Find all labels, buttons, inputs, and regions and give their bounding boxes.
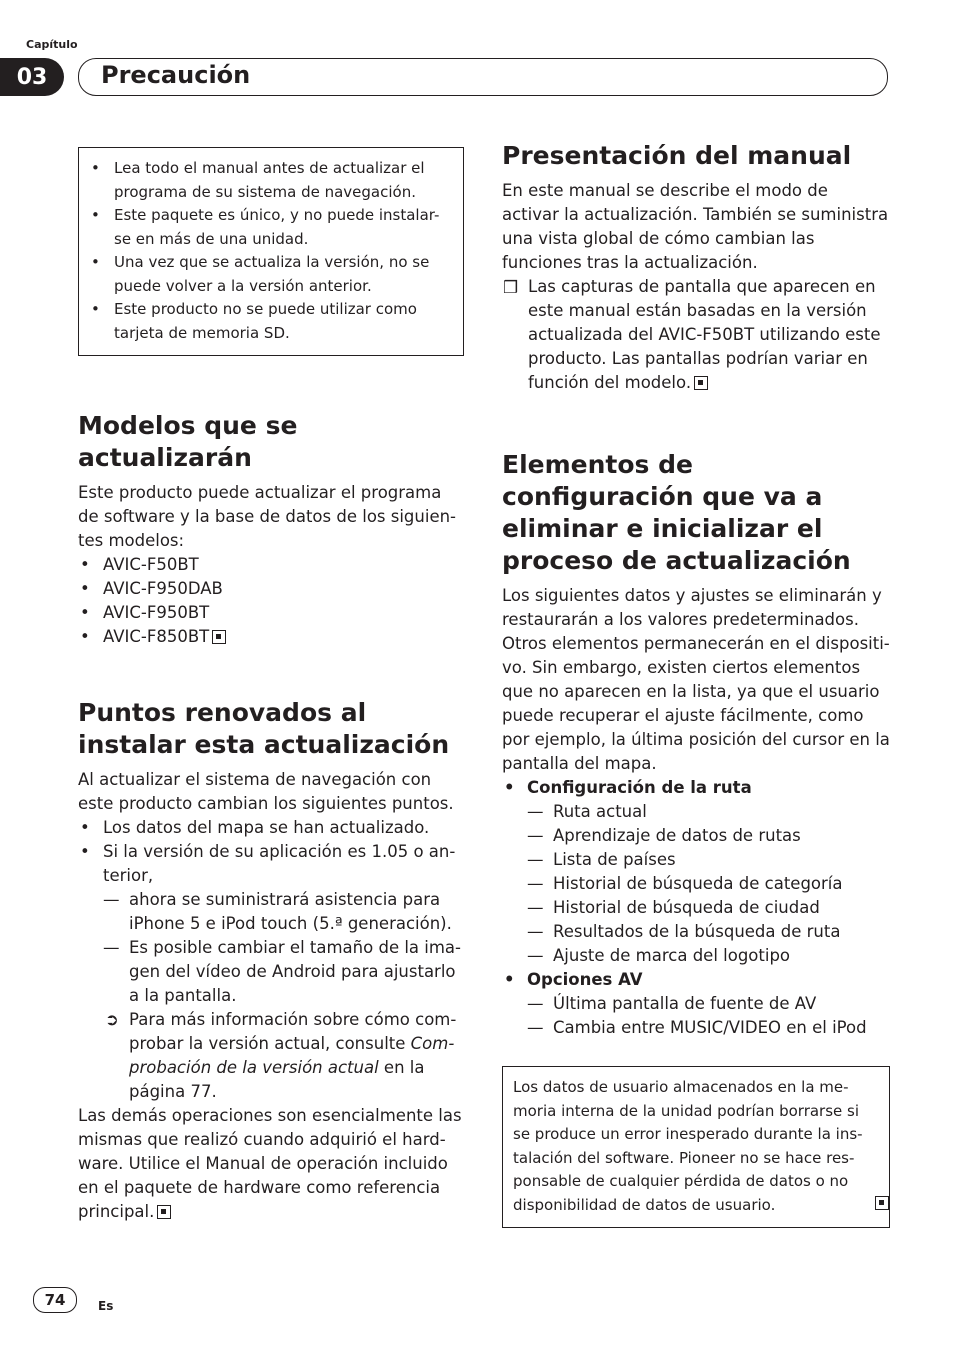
- manual-note: [502, 275, 890, 395]
- config-item: — Historial de búsqueda de ciudad: [502, 896, 890, 920]
- manual-note-text: Las capturas de pantalla que aparecen en este manual están basadas en la versión actualizada del AVIC-F50BT utilizando este producto. Las pantallas podrían variar en función del modelo.: [528, 277, 881, 392]
- reference-suffix: en la página 77.: [129, 1058, 425, 1101]
- chapter-label: Capítulo: [26, 38, 78, 51]
- right-column: [502, 140, 890, 1228]
- config-item: — Ajuste de marca del logotipo: [502, 944, 890, 968]
- manual-heading: Presentación del manual: [502, 141, 852, 170]
- models-heading: Modelos que se actualizarán: [78, 411, 298, 472]
- end-of-section-icon: [875, 1196, 889, 1210]
- warning-box: [78, 147, 464, 356]
- updated-points-intro: Al actualizar el sistema de navegación con este producto cambian los siguientes puntos.: [78, 770, 454, 813]
- model-item: • AVIC-F950DAB: [78, 577, 464, 601]
- warning-item: • Este producto no se puede utilizar como tarjeta de memoria SD.: [91, 298, 449, 345]
- config-item: — Ruta actual: [502, 800, 890, 824]
- reference-prefix: Para más información sobre cómo com-probar la versión actual, consulte: [129, 1010, 457, 1053]
- updated-points-list: [78, 816, 464, 888]
- manual-intro: En este manual se describe el modo de activar la actualización. También se suministra una vista global de cómo cambian las funciones tras la actualización.: [502, 181, 889, 272]
- chapter-number-tab: 03: [0, 58, 64, 96]
- config-group-list: [502, 776, 890, 800]
- end-of-section-icon: [212, 630, 226, 644]
- config-group-title: • Opciones AV: [502, 968, 890, 992]
- end-of-section-icon: [157, 1205, 171, 1219]
- closing-text: Las demás operaciones son esencialmente las mismas que realizó cuando adquirió el hard-ware. Utilice el Manual de operación incluido en el paquete de hardware como referencia principal.: [78, 1106, 462, 1221]
- config-heading: Elementos de configuración que va a eliminar e inicializar el proceso de actualización: [502, 450, 851, 575]
- warning-item: • Lea todo el manual antes de actualizar el programa de su sistema de navegación.: [91, 157, 449, 204]
- arrow-right-icon: ➲: [105, 1010, 119, 1029]
- config-item: — Lista de países: [502, 848, 890, 872]
- config-item: — Aprendizaje de datos de rutas: [502, 824, 890, 848]
- reference-note: [78, 1008, 464, 1104]
- language-code: Es: [98, 1299, 114, 1313]
- config-item: — Cambia entre MUSIC/VIDEO en el iPod: [502, 1016, 890, 1040]
- config-item: — Última pantalla de fuente de AV: [502, 992, 890, 1016]
- updated-point-subitem: — ahora se suministrará asistencia para iPhone 5 e iPod touch (5.ª generación).: [78, 888, 464, 936]
- chapter-title-bar: [78, 58, 888, 96]
- config-group-list: [502, 968, 890, 992]
- info-box: Los datos de usuario almacenados en la me-moria interna de la unidad podrían borrarse si se produce un error inesperado durante la ins-talación del software. Pioneer no se hace res-ponsable de cualquier pérdida de datos o no disponibilidad de datos de usuario.: [502, 1066, 890, 1228]
- models-intro: Este producto puede actualizar el programa de software y la base de datos de los siguien-tes modelos:: [78, 483, 457, 550]
- checkbox-square-icon: ❒: [503, 278, 519, 298]
- warning-item: • Una vez que se actualiza la versión, no se puede volver a la versión anterior.: [91, 251, 449, 298]
- config-item: — Resultados de la búsqueda de ruta: [502, 920, 890, 944]
- model-item-label: AVIC-F850BT: [103, 627, 210, 646]
- models-list: [78, 553, 464, 649]
- left-column: [78, 147, 464, 1224]
- config-intro: Los siguientes datos y ajustes se eliminarán y restaurarán a los valores predeterminados. Otros elementos permanecerán en el dispositi-vo. Sin embargo, existen ciertos elementos que no aparecen en la lista, ya que el usuario puede recuperar el ajuste fácilmente, como por ejemplo, la última posición del cursor en la pantalla del mapa.: [502, 586, 890, 773]
- end-of-section-icon: [694, 376, 708, 390]
- model-item: • AVIC-F50BT: [78, 553, 464, 577]
- config-group-title: • Configuración de la ruta: [502, 776, 890, 800]
- warning-item: • Este paquete es único, y no puede instalar-se en más de una unidad.: [91, 204, 449, 251]
- page-number: 74: [33, 1287, 77, 1313]
- updated-points-heading: Puntos renovados al instalar esta actualización: [78, 698, 450, 759]
- updated-point-item: • Si la versión de su aplicación es 1.05 o an-terior,: [78, 840, 464, 888]
- model-item: • AVIC-F950BT: [78, 601, 464, 625]
- updated-point-subitem: — Es posible cambiar el tamaño de la ima-gen del vídeo de Android para ajustarlo a la pantalla.: [78, 936, 464, 1008]
- config-item: — Historial de búsqueda de categoría: [502, 872, 890, 896]
- model-item: [78, 625, 464, 649]
- updated-points-closing: [78, 1104, 464, 1224]
- warning-list: [91, 157, 449, 345]
- updated-point-item: • Los datos del mapa se han actualizado.: [78, 816, 464, 840]
- reference-link[interactable]: Com-probación de la versión actual: [129, 1034, 455, 1077]
- chapter-title: Precaución: [101, 61, 251, 89]
